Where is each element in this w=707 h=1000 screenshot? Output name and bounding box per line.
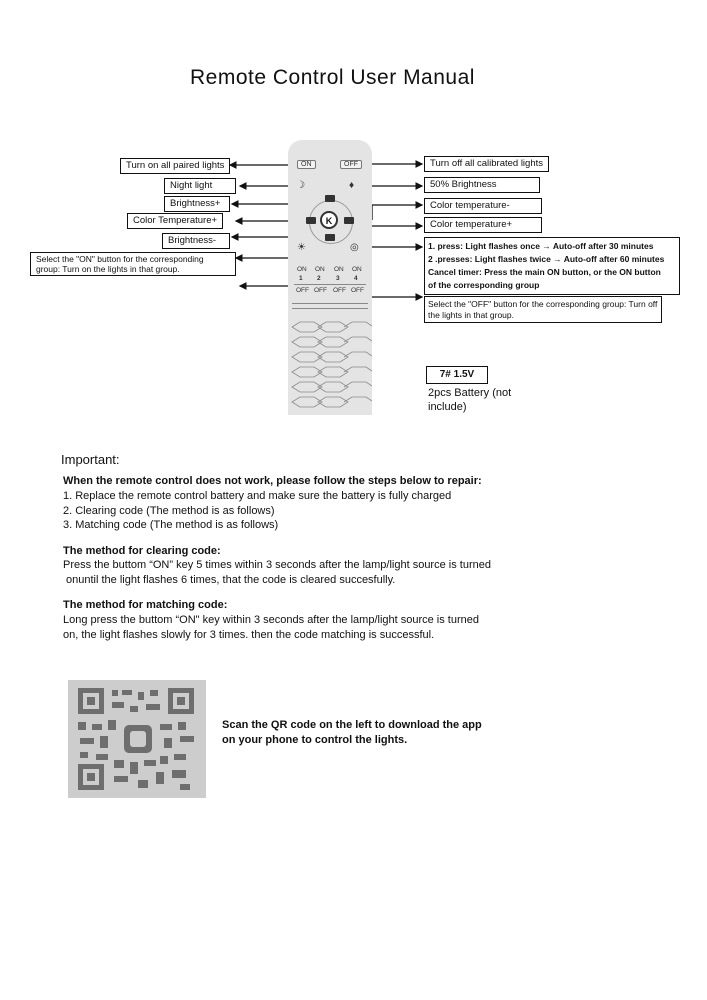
timer-line-4: of the corresponding group bbox=[428, 280, 540, 290]
center-k-button[interactable]: K bbox=[320, 211, 338, 229]
label-color-temp-plus-right: Color temperature+ bbox=[424, 217, 542, 233]
color-temp-up-button[interactable] bbox=[306, 217, 316, 224]
match-line-1: Long press the buttom “ON" key within 3 seconds after the lamp/light source is turned bbox=[63, 614, 480, 626]
group2-num: 2 bbox=[317, 275, 321, 282]
clear-line-2: onuntil the light flashes 6 times, that the code is cleared succesfully. bbox=[66, 574, 396, 586]
timer-line-3: Cancel timer: Press the main ON button, or the ON button bbox=[428, 267, 661, 277]
group-divider bbox=[294, 284, 366, 285]
qr-text-line-1: Scan the QR code on the left to download the app bbox=[222, 719, 482, 731]
label-turn-on-all: Turn on all paired lights bbox=[120, 158, 230, 174]
label-brightness-minus: Brightness- bbox=[162, 233, 230, 249]
group1-num: 1 bbox=[299, 275, 303, 282]
clear-line-1: Press the buttom “ON” key 5 times within 3 seconds after the lamp/light source is turned bbox=[63, 559, 491, 571]
bulb-icon[interactable]: ♦ bbox=[349, 180, 355, 191]
qr-code-graphic bbox=[68, 680, 206, 798]
qr-code-image bbox=[68, 680, 206, 798]
label-turn-off-all: Turn off all calibrated lights bbox=[424, 156, 549, 172]
group3-on[interactable]: ON bbox=[334, 266, 344, 273]
label-select-on: Select the "ON" button for the corresponding group: Turn on the lights in that group. bbox=[30, 252, 236, 276]
brightness-down-button[interactable] bbox=[325, 234, 335, 241]
label-color-temp-minus: Color temperature- bbox=[424, 198, 542, 214]
remote-on-button[interactable]: ON bbox=[297, 160, 316, 169]
step-2: 2. Clearing code (The method is as follows) bbox=[63, 505, 275, 517]
group2-off[interactable]: OFF bbox=[314, 287, 327, 294]
remote-off-button[interactable]: OFF bbox=[340, 160, 362, 169]
group3-off[interactable]: OFF bbox=[333, 287, 346, 294]
group1-off[interactable]: OFF bbox=[296, 287, 309, 294]
clear-heading: The method for clearing code: bbox=[63, 545, 221, 557]
important-heading: Important: bbox=[61, 452, 120, 467]
group3-num: 3 bbox=[336, 275, 340, 282]
label-select-off: Select the "OFF" button for the corresponding group: Turn off the lights in that group. bbox=[424, 296, 662, 323]
important-intro: When the remote control does not work, please follow the steps below to repair: bbox=[63, 475, 482, 487]
qr-text-line-2: on your phone to control the lights. bbox=[222, 734, 408, 746]
step-3: 3. Matching code (The method is as follows) bbox=[63, 519, 279, 531]
label-brightness-50: 50% Brightness bbox=[424, 177, 540, 193]
group4-num: 4 bbox=[354, 275, 358, 282]
timer-line-2: 2 .presses: Light flashes twice → Auto-off after 60 minutes bbox=[428, 254, 665, 264]
timer-icon[interactable]: ◎ bbox=[350, 242, 359, 253]
remote-divider-1 bbox=[292, 303, 368, 304]
timer-line-1: 1. press: Light flashes once → Auto-off after 30 minutes bbox=[428, 241, 654, 251]
timer-info-box bbox=[424, 237, 680, 295]
battery-model: 7# 1.5V bbox=[426, 366, 488, 384]
label-brightness-plus: Brightness+ bbox=[164, 196, 230, 212]
brightness-up-button[interactable] bbox=[325, 195, 335, 202]
group2-on[interactable]: ON bbox=[315, 266, 325, 273]
moon-icon[interactable]: ☽ bbox=[296, 180, 305, 191]
group4-on[interactable]: ON bbox=[352, 266, 362, 273]
page-title: Remote Control User Manual bbox=[190, 66, 475, 89]
group4-off[interactable]: OFF bbox=[351, 287, 364, 294]
color-temp-down-button[interactable] bbox=[344, 217, 354, 224]
match-heading: The method for matching code: bbox=[63, 599, 228, 611]
label-night-light: Night light bbox=[164, 178, 236, 194]
match-line-2: on, the light flashes slowly for 3 times. then the code matching is successful. bbox=[63, 629, 435, 641]
step-1: 1. Replace the remote control battery and make sure the battery is fully charged bbox=[63, 490, 452, 502]
remote-divider-2 bbox=[292, 308, 368, 309]
label-color-temp-plus: Color Temperature+ bbox=[127, 213, 223, 229]
sun-icon[interactable]: ☀ bbox=[297, 242, 306, 253]
battery-note: 2pcs Battery (not include) bbox=[428, 387, 512, 413]
group1-on[interactable]: ON bbox=[297, 266, 307, 273]
